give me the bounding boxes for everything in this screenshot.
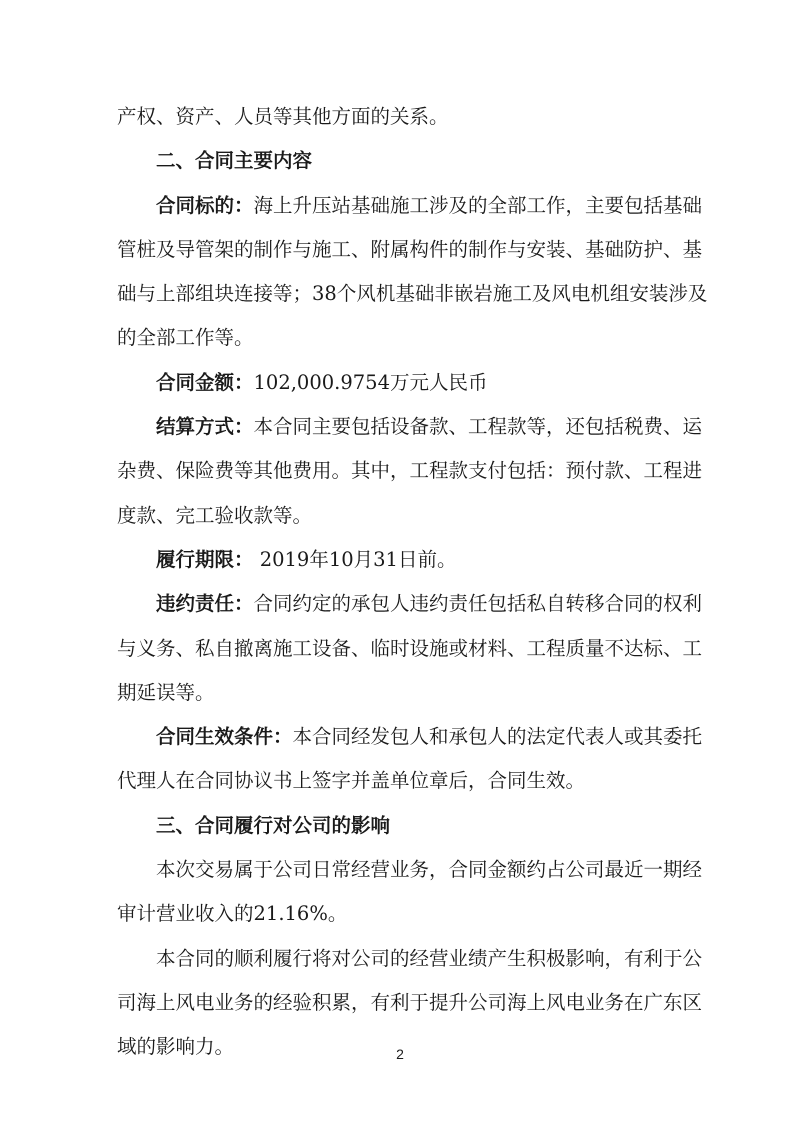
- text-line: [117, 316, 683, 360]
- line-text: 杂费、保险费等其他费用。其中，工程款支付包括：预付款、工程进: [117, 459, 703, 483]
- line-text: 审计营业收入的21.16%。: [117, 902, 348, 926]
- paragraph: [117, 184, 708, 361]
- line-text: 管桩及导管架的制作与施工、附属构件的制作与安装、基础防护、基: [117, 237, 703, 261]
- heading-text: 三、合同履行对公司的影响: [156, 813, 391, 837]
- line-text: 司海上风电业务的经验积累，有利于提升公司海上风电业务在广东区: [117, 990, 703, 1014]
- line-text: 本合同的顺利履行将对公司的经营业绩产生积极影响，有利于公: [156, 946, 703, 970]
- line-text: 产权、资产、人员等其他方面的关系。: [117, 105, 449, 128]
- text-line: [117, 671, 683, 715]
- line-text: 的全部工作等。: [117, 326, 254, 350]
- text-line: [117, 184, 703, 228]
- field-label: 违约责任：: [156, 592, 254, 616]
- line-text: 海上升压站基础施工涉及的全部工作，主要包括基础: [253, 193, 703, 217]
- line-text: 代理人在合同协议书上签字并盖单位章后，合同生效。: [117, 769, 586, 793]
- page-number: 2: [396, 1046, 404, 1062]
- paragraph: [117, 361, 683, 405]
- paragraph: [117, 582, 703, 715]
- line-text: 期延误等。: [117, 680, 215, 704]
- section-heading: [117, 139, 683, 183]
- field-label: 合同标的：: [156, 193, 254, 217]
- line-text: 102,000.9754万元人民币: [253, 370, 488, 394]
- text-line: [117, 937, 703, 981]
- paragraph: [117, 405, 703, 538]
- document-body: [117, 95, 708, 1070]
- section-heading: [117, 804, 683, 848]
- text-line: [117, 449, 703, 493]
- field-label: 合同生效条件：: [156, 725, 293, 749]
- paragraph: [117, 538, 683, 582]
- heading-text: 二、合同主要内容: [156, 149, 313, 173]
- text-line: [117, 627, 703, 671]
- paragraph: [117, 715, 703, 804]
- line-text: 本合同主要包括设备款、工程款等，还包括税费、运: [253, 415, 703, 439]
- line-text: 合同约定的承包人违约责任包括私自转移合同的权利: [253, 592, 703, 616]
- text-line: [117, 494, 683, 538]
- text-line: [117, 892, 683, 936]
- text-line: [117, 538, 683, 582]
- text-line: [117, 582, 703, 626]
- line-text: 2019年10月31日前。: [253, 547, 457, 571]
- field-label: 结算方式：: [156, 415, 254, 439]
- field-label: 合同金额：: [156, 370, 254, 394]
- text-line: [117, 228, 703, 272]
- line-text: 本合同经发包人和承包人的法定代表人或其委托: [292, 725, 703, 749]
- text-line: [117, 405, 703, 449]
- line-text: 础与上部组块连接等；38个风机基础非嵌岩施工及风电机组安装涉及: [117, 282, 708, 306]
- text-line: [117, 848, 703, 892]
- line-text: 度款、完工验收款等。: [117, 503, 313, 527]
- text-line: [117, 95, 683, 139]
- text-line: [117, 981, 703, 1025]
- paragraph: [117, 95, 683, 139]
- line-text: 本次交易属于公司日常经营业务，合同金额约占公司最近一期经: [156, 858, 703, 882]
- text-line: [117, 715, 703, 759]
- paragraph: [117, 848, 703, 937]
- line-text: 域的影响力。: [117, 1035, 235, 1059]
- line-text: 与义务、私自撤离施工设备、临时设施或材料、工程质量不达标、工: [117, 636, 703, 660]
- field-label: 履行期限：: [156, 547, 254, 571]
- text-line: [117, 361, 683, 405]
- text-line: [117, 272, 708, 316]
- text-line: [117, 759, 683, 803]
